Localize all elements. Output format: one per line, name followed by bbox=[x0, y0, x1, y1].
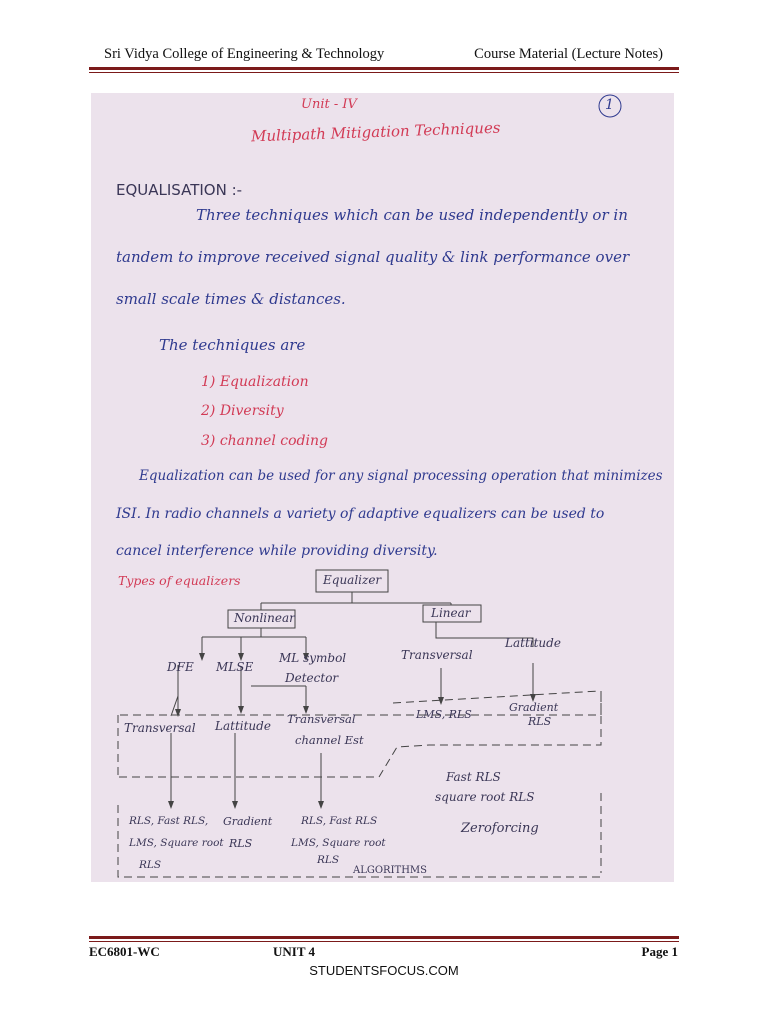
node-lattice-dfe: Lattitude bbox=[215, 719, 271, 733]
node-ml-symbol: ML symbol bbox=[279, 651, 347, 665]
node-transversal-channel: Transversal bbox=[287, 712, 356, 726]
header-doc-type: Course Material (Lecture Notes) bbox=[474, 46, 663, 62]
notes-title: Multipath Mitigation Techniques bbox=[250, 118, 501, 146]
handwritten-notes-scan bbox=[91, 93, 674, 882]
footer-unit: UNIT 4 bbox=[273, 944, 316, 959]
footer-rule-thin bbox=[89, 941, 679, 942]
node-gradient-rls: RLS bbox=[528, 715, 552, 728]
algorithms-label: ALGORITHMS bbox=[353, 865, 428, 876]
node-lattice-linear: Lattitude bbox=[505, 636, 561, 650]
algo-mlse-line1: RLS, Fast RLS bbox=[301, 815, 378, 827]
algo-linear-line2: square root RLS bbox=[435, 790, 535, 804]
header-rule-thin bbox=[89, 72, 679, 73]
technique-2: 2) Diversity bbox=[201, 403, 284, 419]
node-equalizer: Equalizer bbox=[323, 573, 382, 587]
node-gradient: Gradient bbox=[509, 701, 559, 714]
node-nonlinear: Nonlinear bbox=[234, 611, 295, 625]
algo-grad-line2: RLS bbox=[229, 837, 253, 850]
para2-line2: ISI. In radio channels a variety of adaptive equalizers can be used to bbox=[116, 506, 605, 522]
node-transversal-dfe: Transversal bbox=[124, 721, 196, 735]
para1-line1: Three techniques which can be used independently or in bbox=[196, 206, 628, 224]
para2-line3: cancel interference while providing diversity. bbox=[116, 543, 438, 559]
para1-line2: tandem to improve received signal quality & link performance over bbox=[116, 248, 630, 266]
technique-3: 3) channel coding bbox=[201, 433, 328, 449]
footer-rule bbox=[89, 936, 679, 939]
algo-mlse-line3: RLS bbox=[317, 854, 340, 866]
node-channel-est: channel Est bbox=[295, 733, 364, 747]
node-transversal-linear: Transversal bbox=[401, 648, 473, 662]
footer-website: STUDENTSFOCUS.COM bbox=[309, 963, 459, 978]
algo-linear-line3: Zeroforcing bbox=[461, 821, 539, 836]
algo-mlse-line2: LMS, Square root bbox=[291, 837, 386, 849]
header-institution: Sri Vidya College of Engineering & Technology bbox=[104, 46, 385, 62]
techniques-intro: The techniques are bbox=[159, 336, 306, 354]
footer-page-number: Page 1 bbox=[641, 944, 678, 959]
algo-dfe-line3: RLS bbox=[139, 859, 162, 871]
node-lms-rls: LMS, RLS bbox=[416, 708, 472, 721]
technique-1: 1) Equalization bbox=[201, 374, 309, 390]
page-marker: 1 bbox=[605, 97, 614, 113]
algo-dfe-line1: RLS, Fast RLS, bbox=[129, 815, 209, 827]
algo-grad-line1: Gradient bbox=[223, 815, 273, 828]
footer-course-code: EC6801-WC bbox=[89, 944, 160, 959]
algo-dfe-line2: LMS, Square root bbox=[129, 837, 224, 849]
algo-linear-line1: Fast RLS bbox=[446, 770, 501, 784]
header-rule bbox=[89, 67, 679, 70]
para1-line3: small scale times & distances. bbox=[116, 290, 346, 308]
section-heading: EQUALISATION :- bbox=[116, 181, 243, 199]
unit-title: Unit - IV bbox=[301, 97, 357, 112]
node-mlse: MLSE bbox=[216, 660, 254, 674]
types-label: Types of equalizers bbox=[118, 573, 241, 588]
node-linear: Linear bbox=[431, 606, 471, 620]
node-detector: Detector bbox=[285, 671, 339, 685]
para2-line1: Equalization can be used for any signal processing operation that minimizes bbox=[139, 468, 663, 484]
node-dfe: DFE bbox=[167, 660, 194, 674]
